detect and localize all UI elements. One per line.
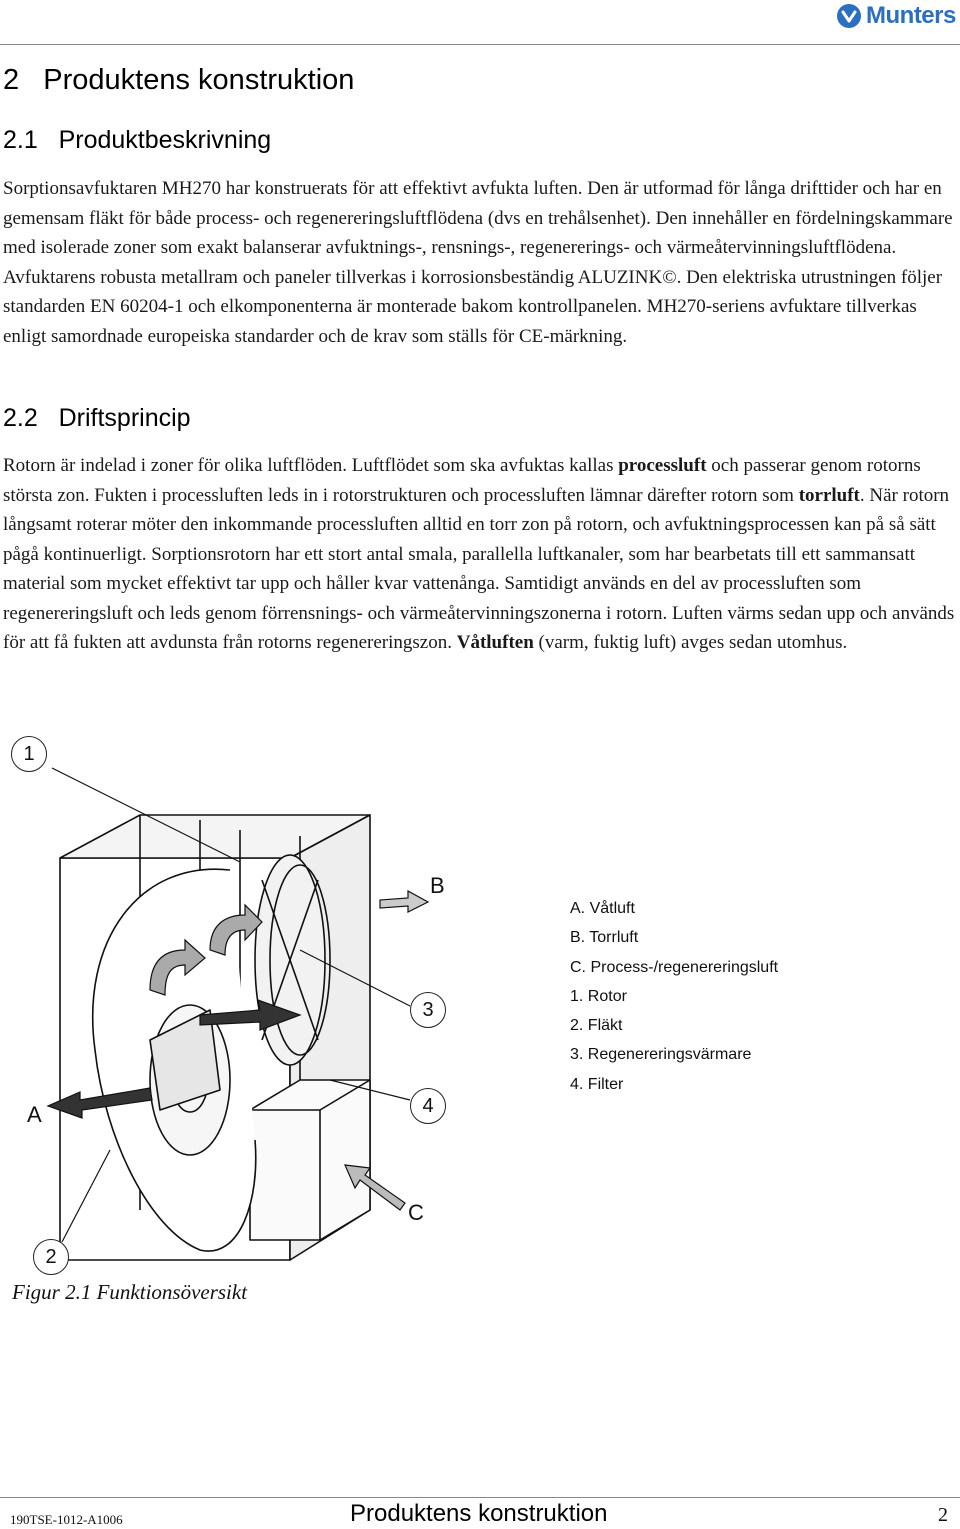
filter-box	[250, 1080, 370, 1240]
brand-name: Munters	[866, 2, 956, 29]
legend-item-b: B. Torrluft	[570, 929, 639, 947]
text-run: (varm, fuktig luft) avges sedan utomhus.	[533, 632, 848, 653]
munters-logo	[836, 2, 956, 30]
footer-divider	[0, 1497, 960, 1498]
bold-term-processluft: processluft	[618, 455, 707, 476]
legend-item-1: 1. Rotor	[570, 987, 627, 1005]
figure-caption: Figur 2.1 Funktionsöversikt	[12, 1280, 248, 1304]
legend-item-c: C. Process-/regenereringsluft	[570, 958, 779, 976]
arrow-dry-air	[380, 891, 428, 912]
callout-2: 2	[33, 1239, 69, 1275]
section-heading-product-description: 2.1 Produktbeskrivning	[3, 126, 272, 154]
product-description-paragraph: Sorptionsavfuktaren MH270 har konstruerats för att effektivt avfukta luften. Den är utformad för långa drifttider och har en gemensam fläkt för både process- och regenereringsluftflödena (dvs en trehålsenhet). Den innehåller en fördelningskammare med isolerade zoner som exakt balanserar avfuktnings-, rensnings-, regenererings- och värmeåtervinningsluftflödena. Avfuktarens robusta metallram och paneler tillverkas i korrosionsbeständig ALUZINK©. Den elektriska utrustningen följer standarden EN 60204-1 och elkomponenterna är monterade bakom kontrollpanelen. MH270-seriens avfuktare tillverkas enligt samordnade europeiska standarder och de krav som ställs för CE-märkning.	[3, 178, 953, 347]
label-a: A	[27, 1102, 42, 1127]
section-heading-operating-principle: 2.2 Driftsprincip	[3, 404, 191, 432]
munters-logo-icon	[836, 3, 862, 29]
label-c: C	[408, 1200, 424, 1225]
bold-term-torrluft: torrluft	[798, 484, 860, 506]
text-run: Rotorn är indelad i zoner för olika luftflöden. Luftflödet som ska avfuktas kallas	[3, 455, 619, 476]
legend-item-2: 2. Fläkt	[570, 1017, 623, 1035]
footer-title: Produktens konstruktion	[350, 1500, 608, 1527]
footer-doc-code: 190TSE-1012-A1006	[10, 1512, 123, 1527]
legend-item-3: 3. Regenereringsvärmare	[570, 1046, 752, 1064]
label-b: B	[430, 873, 445, 898]
callout-1: 1	[11, 736, 47, 772]
figure-legend	[570, 898, 778, 1103]
page-number: 2	[938, 1504, 948, 1526]
text-run: och passerar genom rotorns största zon. Fukten i processluften leds in i rotorstrukturen och processluften lämnar därefter rotorn som	[3, 455, 921, 506]
operating-principle-paragraph	[3, 451, 958, 658]
legend-item-4: 4. Filter	[570, 1075, 624, 1093]
dehumidifier-diagram	[0, 720, 560, 1280]
bold-term-vatluften: Våtluften	[456, 632, 534, 653]
legend-item-a: A. Våtluft	[570, 900, 635, 917]
chapter-heading: 2 Produktens konstruktion	[3, 64, 355, 96]
callout-3: 3	[410, 992, 446, 1028]
text-run: . När rotorn långsamt roterar möter den inkommande processluften alltid en torr zon på rotorn, och avfuktningsprocessen kan på så sätt pågå kontinuerligt. Sorptionsrotorn har ett stort antal smala, parallella luftkanaler, som har bearbetats till ett sammansatt material som mycket effektivt tar upp och håller kvar vattenånga. Samtidigt används en del av processluften som regenereringsluft och leds genom förrensnings- och värmeåtervinningszonerna i rotorn. Luften värms sedan upp och används för att få fukten att avdunsta från rotorns regenereringszon.	[3, 484, 955, 653]
callout-4: 4	[410, 1088, 446, 1124]
header-divider	[0, 44, 960, 45]
